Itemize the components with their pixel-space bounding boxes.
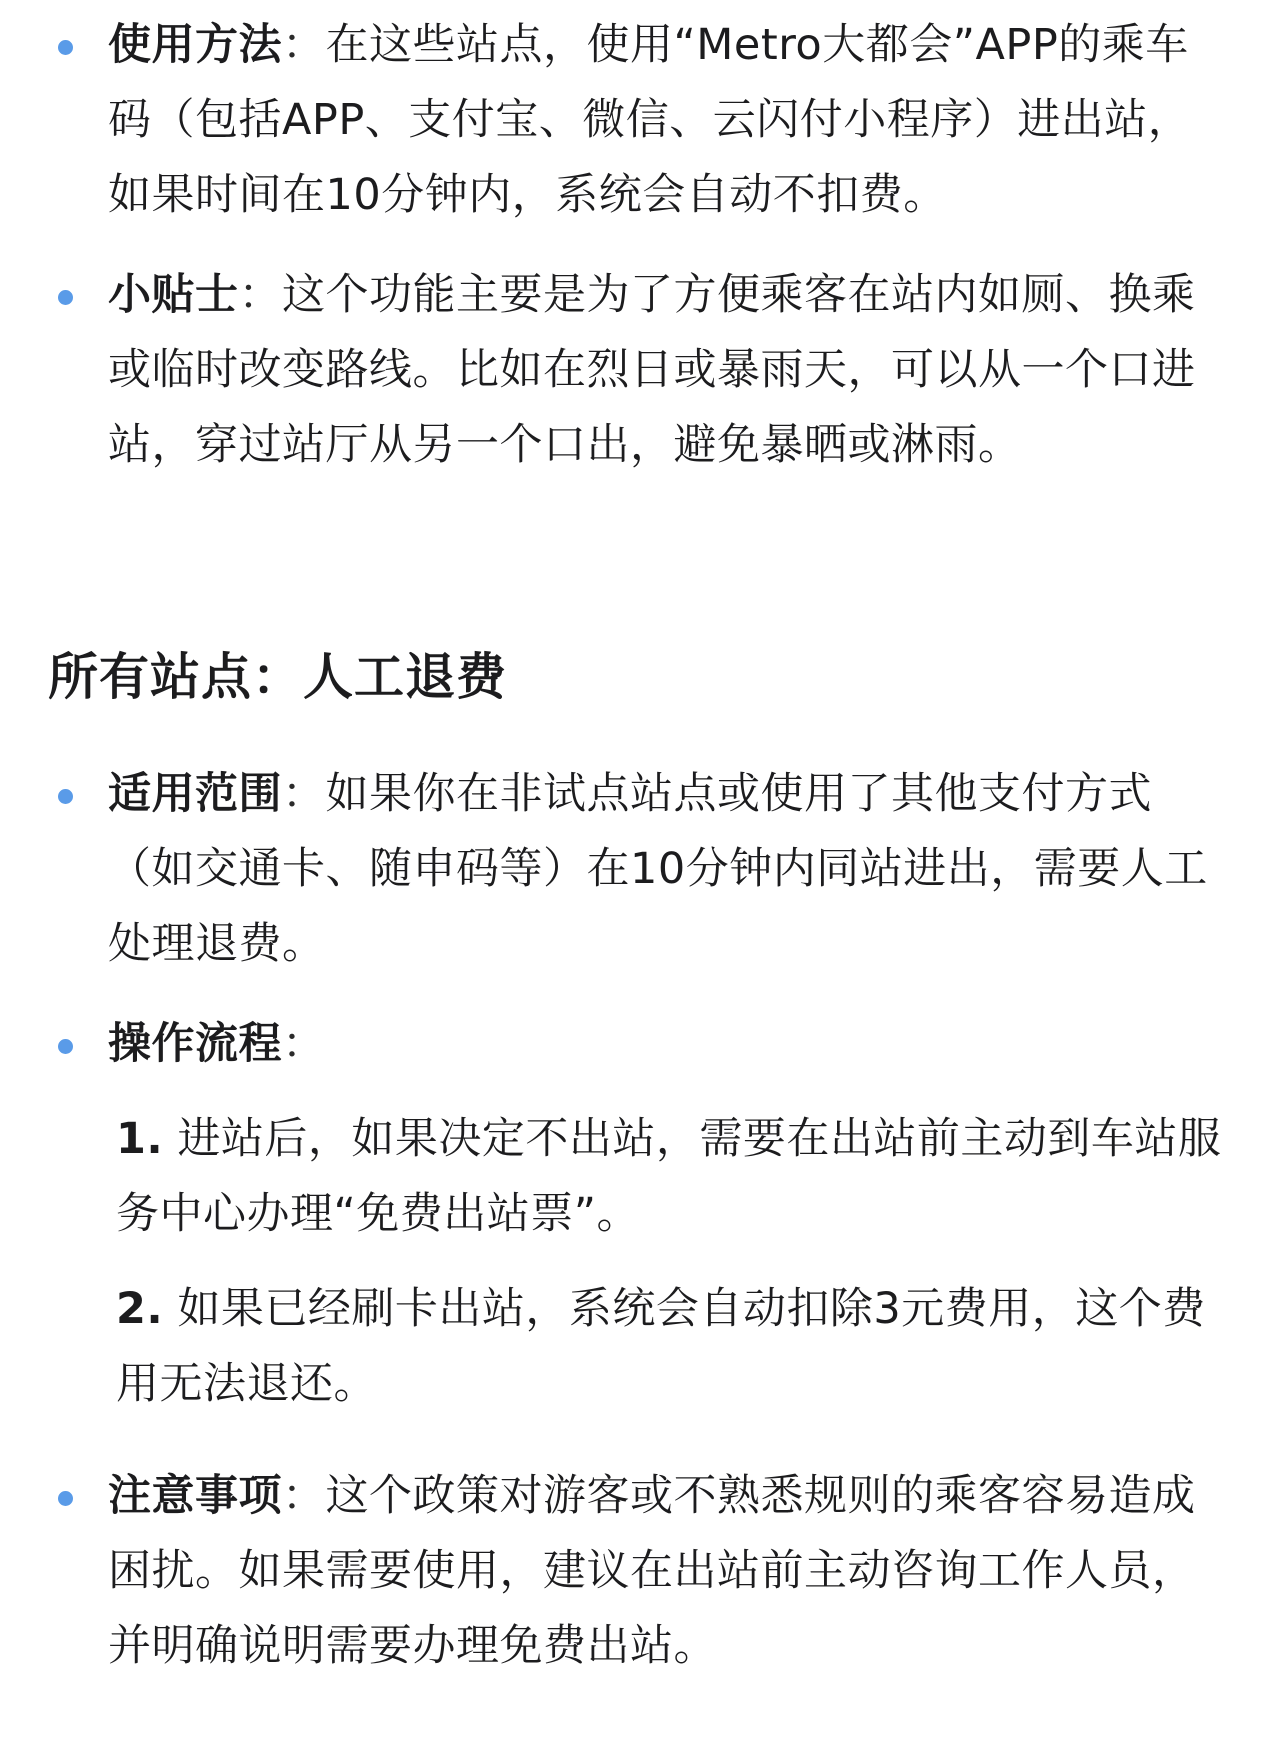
- item-label: 小贴士: [108, 270, 239, 320]
- list-item-scope: [108, 757, 1218, 982]
- item-text: 这个政策对游客或不熟悉规则的乘客容易造成困扰。如果需要使用，建议在出站前主动咨询工作人员，并明确说明需要办理免费出站。: [108, 1471, 1196, 1671]
- item-colon: ：: [282, 20, 326, 70]
- item-text: 这个功能主要是为了方便乘客在站内如厕、换乘或临时改变路线。比如在烈日或暴雨天，可以从一个口进站，穿过站厅从另一个口出，避免暴晒或淋雨。: [108, 270, 1196, 470]
- item-colon: ：: [282, 769, 326, 819]
- numbered-step: [116, 1102, 1226, 1252]
- item-text: 在这些站点，使用“Metro大都会”APP的乘车码（包括APP、支付宝、微信、云闪付小程序）进出站，如果时间在10分钟内，系统会自动不扣费。: [108, 20, 1192, 220]
- bullet-dot: [58, 1491, 73, 1506]
- item-text: 如果你在非试点站点或使用了其他支付方式（如交通卡、随申码等）在10分钟内同站进出，需要人工处理退费。: [108, 769, 1208, 969]
- item-colon: ：: [282, 1471, 326, 1521]
- list-item-usage: [108, 8, 1218, 233]
- step-number: 1.: [116, 1114, 164, 1164]
- step-text: 如果已经刷卡出站，系统会自动扣除3元费用，这个费用无法退还。: [116, 1284, 1206, 1409]
- item-label: 注意事项: [108, 1471, 282, 1521]
- numbered-step: [116, 1272, 1226, 1422]
- item-label: 操作流程: [108, 1019, 282, 1069]
- bullet-dot: [58, 40, 73, 55]
- item-label: 适用范围: [108, 769, 282, 819]
- step-number: 2.: [116, 1284, 164, 1334]
- list-item-process: [108, 1007, 1218, 1082]
- item-colon: ：: [282, 1019, 326, 1069]
- list-item-tip: [108, 258, 1218, 483]
- step-text: 进站后，如果决定不出站，需要在出站前主动到车站服务中心办理“免费出站票”。: [116, 1114, 1222, 1239]
- item-colon: ：: [238, 270, 282, 320]
- section-heading: 所有站点：人工退费: [48, 648, 507, 706]
- bullet-dot: [58, 290, 73, 305]
- item-label: 使用方法: [108, 20, 282, 70]
- bullet-dot: [58, 1039, 73, 1054]
- bullet-dot: [58, 789, 73, 804]
- list-item-notice: [108, 1459, 1218, 1684]
